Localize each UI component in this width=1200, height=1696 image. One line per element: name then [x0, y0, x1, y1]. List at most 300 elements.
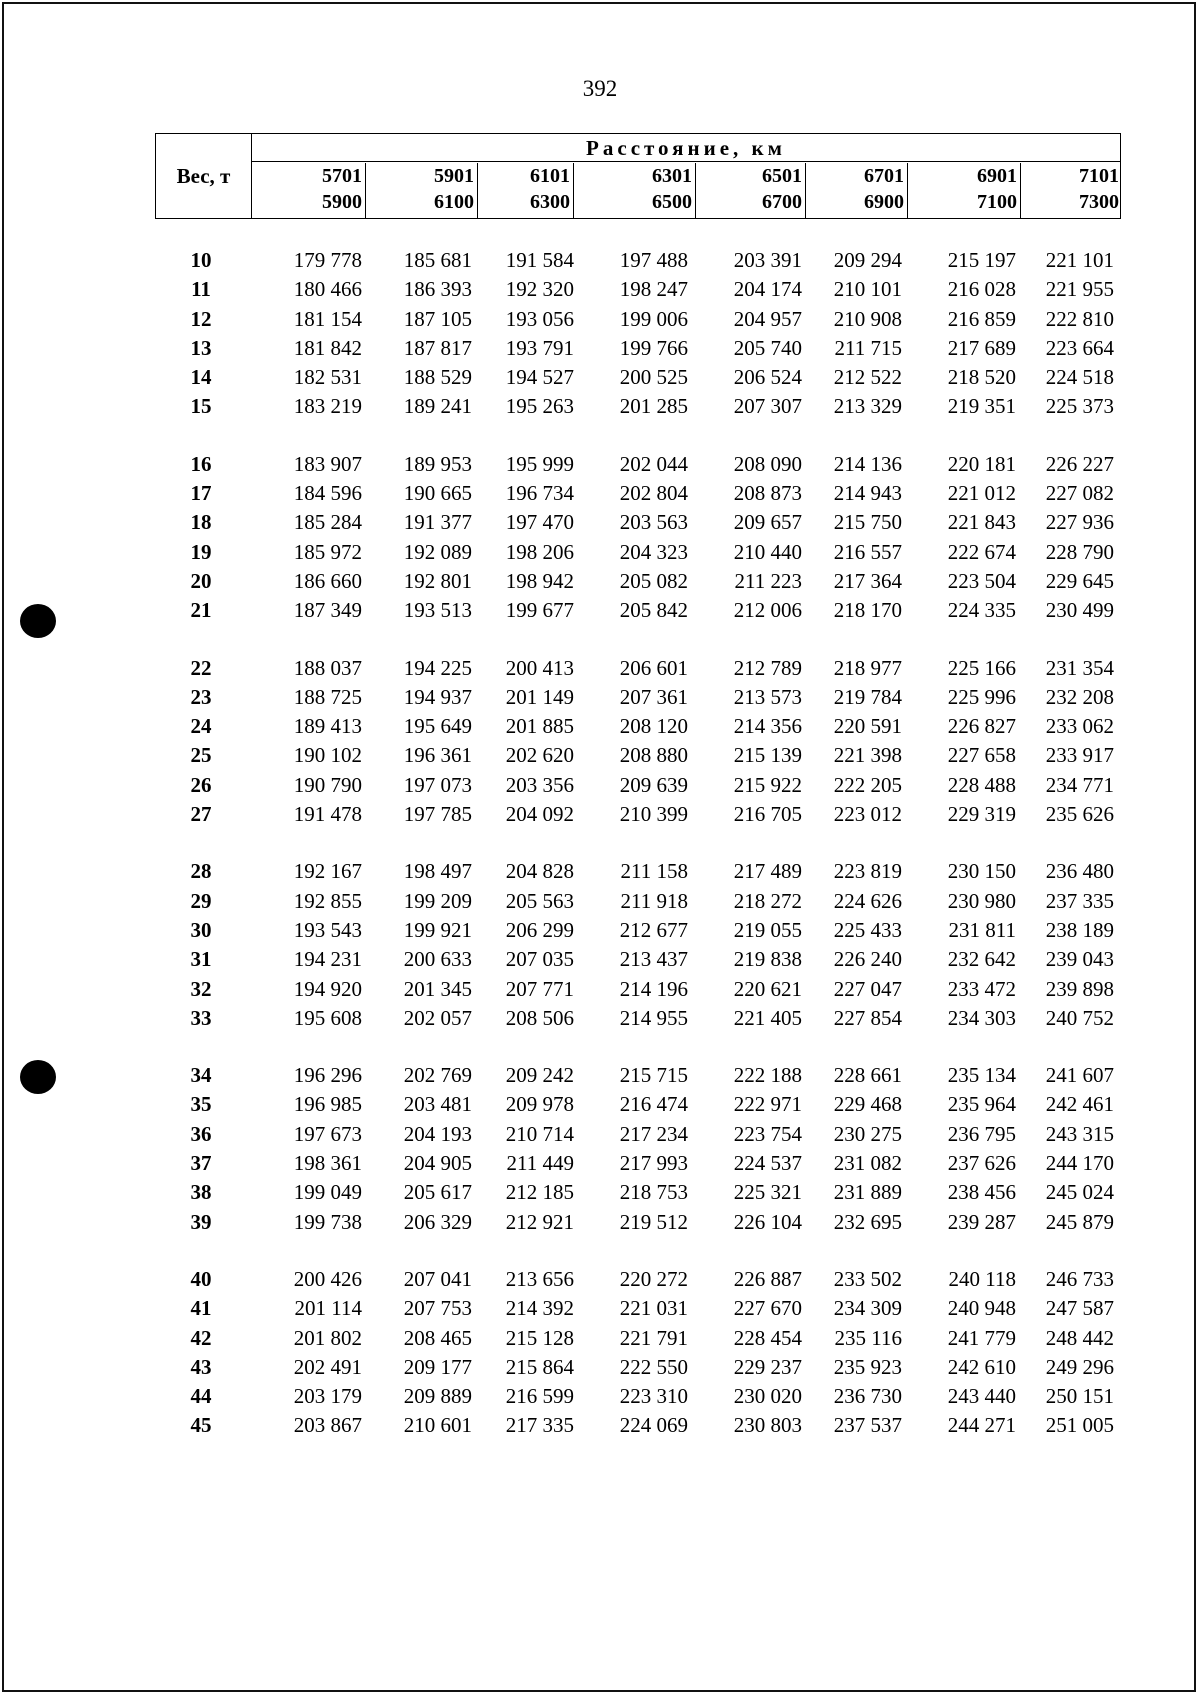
price-cell: 184 596: [293, 481, 362, 506]
price-cell: 207 361: [619, 684, 688, 709]
table-row: [0, 598, 1200, 627]
price-cell: 222 674: [947, 539, 1016, 564]
weight-cell: 19: [190, 539, 212, 564]
price-cell: 224 626: [833, 888, 902, 913]
price-cell: 203 356: [505, 772, 574, 797]
weight-cell: 31: [190, 947, 212, 972]
weight-cell: 34: [190, 1063, 212, 1088]
price-cell: 214 196: [619, 976, 688, 1001]
price-cell: 189 953: [403, 451, 472, 476]
price-cell: 219 784: [833, 684, 902, 709]
price-cell: 199 006: [619, 306, 688, 331]
price-cell: 197 673: [293, 1121, 362, 1146]
price-cell: 224 335: [947, 598, 1016, 623]
price-cell: 206 329: [403, 1209, 472, 1234]
price-cell: 180 466: [293, 277, 362, 302]
price-cell: 212 921: [505, 1209, 574, 1234]
price-cell: 225 373: [1045, 394, 1114, 419]
price-cell: 199 209: [403, 888, 472, 913]
table-row: [0, 889, 1200, 918]
price-cell: 193 056: [505, 306, 574, 331]
table-row: [0, 714, 1200, 743]
price-cell: 229 319: [947, 802, 1016, 827]
price-cell: 240 118: [948, 1266, 1016, 1291]
price-cell: 217 689: [947, 335, 1016, 360]
price-cell: 237 537: [833, 1413, 902, 1438]
weight-cell: 28: [190, 859, 212, 884]
price-cell: 200 426: [293, 1266, 362, 1291]
price-cell: 186 660: [293, 568, 362, 593]
range-from: 5701: [322, 165, 362, 187]
distance-range-header: [366, 163, 478, 218]
price-cell: 219 838: [733, 947, 802, 972]
range-from: 6501: [762, 165, 802, 187]
price-cell: 225 166: [947, 655, 1016, 680]
row-group: [0, 248, 1200, 424]
price-cell: 240 752: [1045, 1005, 1114, 1030]
row-group: [0, 1063, 1200, 1239]
price-cell: 216 859: [947, 306, 1016, 331]
price-cell: 235 116: [834, 1325, 902, 1350]
weight-cell: 35: [190, 1092, 212, 1117]
price-cell: 203 391: [733, 248, 802, 272]
price-cell: 217 489: [733, 859, 802, 884]
price-cell: 214 136: [833, 451, 902, 476]
price-cell: 207 753: [403, 1296, 472, 1321]
weight-cell: 11: [191, 277, 211, 302]
price-cell: 227 854: [833, 1005, 902, 1030]
price-cell: 199 049: [293, 1180, 362, 1205]
price-cell: 221 101: [1045, 248, 1114, 272]
price-cell: 182 531: [293, 365, 362, 390]
price-cell: 210 101: [833, 277, 902, 302]
price-cell: 195 263: [505, 394, 574, 419]
row-group: [0, 452, 1200, 628]
table-row: [0, 1210, 1200, 1239]
price-cell: 213 573: [733, 684, 802, 709]
weight-cell: 41: [190, 1296, 212, 1321]
price-cell: 230 020: [733, 1384, 802, 1409]
price-cell: 195 999: [505, 451, 574, 476]
price-cell: 217 234: [619, 1121, 688, 1146]
price-cell: 226 827: [947, 714, 1016, 739]
price-cell: 225 321: [733, 1180, 802, 1205]
price-cell: 211 158: [620, 859, 688, 884]
weight-cell: 43: [190, 1354, 212, 1379]
price-cell: 232 695: [833, 1209, 902, 1234]
price-cell: 232 642: [947, 947, 1016, 972]
price-cell: 217 364: [833, 568, 902, 593]
weight-cell: 36: [190, 1121, 212, 1146]
price-cell: 241 607: [1045, 1063, 1114, 1088]
price-cell: 187 817: [403, 335, 472, 360]
range-to: 6500: [652, 191, 692, 213]
price-cell: 221 012: [947, 481, 1016, 506]
table-row: [0, 452, 1200, 481]
price-cell: 218 170: [833, 598, 902, 623]
distance-range-header: [806, 163, 908, 218]
weight-cell: 42: [190, 1325, 212, 1350]
table-row: [0, 510, 1200, 539]
weight-cell: 40: [190, 1266, 212, 1291]
price-cell: 236 730: [833, 1384, 902, 1409]
price-cell: 201 285: [619, 394, 688, 419]
price-cell: 242 610: [947, 1354, 1016, 1379]
price-cell: 229 237: [733, 1354, 802, 1379]
table-row: [0, 802, 1200, 831]
price-cell: 196 361: [403, 743, 472, 768]
weight-cell: 22: [190, 655, 212, 680]
price-cell: 187 349: [293, 598, 362, 623]
price-cell: 248 442: [1045, 1325, 1114, 1350]
table-row: [0, 481, 1200, 510]
price-cell: 208 120: [619, 714, 688, 739]
price-cell: 193 513: [403, 598, 472, 623]
price-cell: 235 134: [947, 1063, 1016, 1088]
price-cell: 194 225: [403, 655, 472, 680]
table-row: [0, 1413, 1200, 1442]
price-cell: 243 315: [1045, 1121, 1114, 1146]
price-cell: 185 284: [293, 510, 362, 535]
price-cell: 230 150: [947, 859, 1016, 884]
weight-cell: 23: [190, 684, 212, 709]
price-cell: 192 089: [403, 539, 472, 564]
row-group: [0, 859, 1200, 1035]
price-cell: 196 296: [293, 1063, 362, 1088]
table-row: [0, 1006, 1200, 1035]
price-cell: 201 885: [505, 714, 574, 739]
price-cell: 199 766: [619, 335, 688, 360]
price-cell: 208 090: [733, 451, 802, 476]
weight-cell: 16: [190, 451, 212, 476]
table-body: [0, 248, 1200, 1471]
price-cell: 203 481: [403, 1092, 472, 1117]
price-cell: 238 456: [947, 1180, 1016, 1205]
price-cell: 216 028: [947, 277, 1016, 302]
price-cell: 192 320: [505, 277, 574, 302]
price-cell: 179 778: [293, 248, 362, 272]
price-cell: 207 307: [733, 394, 802, 419]
price-cell: 195 608: [293, 1005, 362, 1030]
table-row: [0, 540, 1200, 569]
weight-cell: 26: [190, 772, 212, 797]
price-cell: 205 842: [619, 598, 688, 623]
price-cell: 200 633: [403, 947, 472, 972]
price-cell: 210 399: [619, 802, 688, 827]
price-cell: 246 733: [1045, 1266, 1114, 1291]
weight-cell: 45: [190, 1413, 212, 1438]
price-cell: 228 454: [733, 1325, 802, 1350]
price-cell: 198 361: [293, 1151, 362, 1176]
price-cell: 203 867: [293, 1413, 362, 1438]
weight-cell: 20: [190, 568, 212, 593]
price-cell: 204 905: [403, 1151, 472, 1176]
price-cell: 227 658: [947, 743, 1016, 768]
price-cell: 223 664: [1045, 335, 1114, 360]
range-to: 7100: [977, 191, 1017, 213]
price-cell: 228 488: [947, 772, 1016, 797]
row-group: [0, 1267, 1200, 1443]
price-cell: 242 461: [1045, 1092, 1114, 1117]
price-cell: 193 791: [505, 335, 574, 360]
price-cell: 219 512: [619, 1209, 688, 1234]
price-cell: 233 917: [1045, 743, 1114, 768]
price-cell: 245 879: [1045, 1209, 1114, 1234]
weight-cell: 44: [190, 1384, 212, 1409]
price-cell: 195 649: [403, 714, 472, 739]
price-cell: 243 440: [947, 1384, 1016, 1409]
price-cell: 201 802: [293, 1325, 362, 1350]
price-cell: 204 957: [733, 306, 802, 331]
price-cell: 235 964: [947, 1092, 1016, 1117]
price-cell: 203 179: [293, 1384, 362, 1409]
price-cell: 222 205: [833, 772, 902, 797]
price-cell: 197 073: [403, 772, 472, 797]
price-cell: 216 474: [619, 1092, 688, 1117]
price-cell: 207 041: [403, 1266, 472, 1291]
price-cell: 216 557: [833, 539, 902, 564]
price-cell: 223 310: [619, 1384, 688, 1409]
price-cell: 232 208: [1045, 684, 1114, 709]
price-cell: 249 296: [1045, 1354, 1114, 1379]
price-cell: 251 005: [1045, 1413, 1114, 1438]
distance-range-header: [696, 163, 806, 218]
price-cell: 221 398: [833, 743, 902, 768]
price-cell: 234 309: [833, 1296, 902, 1321]
price-cell: 204 828: [505, 859, 574, 884]
price-cell: 221 955: [1045, 277, 1114, 302]
price-cell: 186 393: [403, 277, 472, 302]
weight-cell: 10: [190, 248, 212, 272]
price-cell: 215 864: [505, 1354, 574, 1379]
price-cell: 194 231: [293, 947, 362, 972]
price-cell: 209 294: [833, 248, 902, 272]
price-cell: 208 465: [403, 1325, 472, 1350]
price-cell: 181 154: [293, 306, 362, 331]
price-cell: 233 472: [947, 976, 1016, 1001]
table-row: [0, 394, 1200, 423]
price-cell: 220 621: [733, 976, 802, 1001]
price-cell: 237 626: [947, 1151, 1016, 1176]
price-cell: 205 617: [403, 1180, 472, 1205]
price-cell: 244 170: [1045, 1151, 1114, 1176]
weight-cell: 18: [190, 510, 212, 535]
range-to: 7300: [1079, 191, 1119, 213]
price-cell: 223 504: [947, 568, 1016, 593]
weight-cell: 17: [190, 481, 212, 506]
table-row: [0, 947, 1200, 976]
table-row: [0, 685, 1200, 714]
price-cell: 208 873: [733, 481, 802, 506]
price-cell: 198 247: [619, 277, 688, 302]
price-cell: 229 468: [833, 1092, 902, 1117]
price-cell: 231 082: [833, 1151, 902, 1176]
price-cell: 201 345: [403, 976, 472, 1001]
weight-cell: 37: [190, 1151, 212, 1176]
range-from: 7101: [1079, 165, 1119, 187]
price-cell: 199 921: [403, 917, 472, 942]
table-row: [0, 1180, 1200, 1209]
price-cell: 194 920: [293, 976, 362, 1001]
price-cell: 225 996: [947, 684, 1016, 709]
table-row: [0, 1326, 1200, 1355]
price-cell: 199 738: [293, 1209, 362, 1234]
price-cell: 204 193: [403, 1121, 472, 1146]
price-cell: 197 470: [505, 510, 574, 535]
range-from: 5901: [434, 165, 474, 187]
price-cell: 181 842: [293, 335, 362, 360]
price-cell: 198 942: [505, 568, 574, 593]
price-cell: 202 769: [403, 1063, 472, 1088]
price-cell: 240 948: [947, 1296, 1016, 1321]
price-cell: 185 972: [293, 539, 362, 564]
price-cell: 244 271: [947, 1413, 1016, 1438]
price-cell: 198 497: [403, 859, 472, 884]
price-cell: 227 082: [1045, 481, 1114, 506]
price-cell: 206 524: [733, 365, 802, 390]
price-cell: 221 791: [619, 1325, 688, 1350]
price-cell: 213 656: [505, 1266, 574, 1291]
price-cell: 202 491: [293, 1354, 362, 1379]
price-cell: 196 985: [293, 1092, 362, 1117]
distance-range-header: [574, 163, 696, 218]
price-cell: 238 189: [1045, 917, 1114, 942]
price-cell: 215 139: [733, 743, 802, 768]
price-cell: 217 335: [505, 1413, 574, 1438]
price-cell: 222 550: [619, 1354, 688, 1379]
price-cell: 224 518: [1045, 365, 1114, 390]
range-from: 6701: [864, 165, 904, 187]
price-cell: 208 880: [619, 743, 688, 768]
price-cell: 235 923: [833, 1354, 902, 1379]
table-row: [0, 859, 1200, 888]
price-cell: 239 898: [1045, 976, 1114, 1001]
price-cell: 209 657: [733, 510, 802, 535]
price-cell: 230 499: [1045, 598, 1114, 623]
price-cell: 183 907: [293, 451, 362, 476]
weight-cell: 25: [190, 743, 212, 768]
range-to: 6100: [434, 191, 474, 213]
price-cell: 215 750: [833, 510, 902, 535]
price-cell: 218 272: [733, 888, 802, 913]
price-cell: 185 681: [403, 248, 472, 272]
price-cell: 215 922: [733, 772, 802, 797]
price-cell: 191 584: [505, 248, 574, 272]
table-row: [0, 977, 1200, 1006]
table-row: [0, 1122, 1200, 1151]
price-cell: 202 804: [619, 481, 688, 506]
price-cell: 216 705: [733, 802, 802, 827]
price-cell: 220 591: [833, 714, 902, 739]
range-from: 6101: [530, 165, 570, 187]
price-cell: 219 055: [733, 917, 802, 942]
price-cell: 222 188: [733, 1063, 802, 1088]
price-cell: 212 789: [733, 655, 802, 680]
price-cell: 204 092: [505, 802, 574, 827]
weight-cell: 21: [190, 598, 212, 623]
price-cell: 218 520: [947, 365, 1016, 390]
price-cell: 194 937: [403, 684, 472, 709]
price-cell: 230 275: [833, 1121, 902, 1146]
price-cell: 226 887: [733, 1266, 802, 1291]
price-cell: 214 943: [833, 481, 902, 506]
price-cell: 191 377: [403, 510, 472, 535]
price-cell: 231 354: [1045, 655, 1114, 680]
table-row: [0, 1384, 1200, 1413]
range-from: 6301: [652, 165, 692, 187]
weight-cell: 27: [190, 802, 212, 827]
price-cell: 237 335: [1045, 888, 1114, 913]
price-cell: 205 082: [619, 568, 688, 593]
price-cell: 189 413: [293, 714, 362, 739]
price-cell: 214 392: [505, 1296, 574, 1321]
table-row: [0, 1063, 1200, 1092]
table-row: [0, 773, 1200, 802]
price-cell: 227 047: [833, 976, 902, 1001]
price-cell: 231 811: [948, 917, 1016, 942]
price-cell: 223 819: [833, 859, 902, 884]
weight-cell: 12: [190, 306, 212, 331]
price-cell: 226 104: [733, 1209, 802, 1234]
price-cell: 192 855: [293, 888, 362, 913]
weight-cell: 14: [190, 365, 212, 390]
page-number: 392: [582, 76, 618, 101]
price-cell: 199 677: [505, 598, 574, 623]
price-cell: 183 219: [293, 394, 362, 419]
price-cell: 219 351: [947, 394, 1016, 419]
price-cell: 202 044: [619, 451, 688, 476]
range-to: 6700: [762, 191, 802, 213]
range-to: 6300: [530, 191, 570, 213]
price-cell: 223 754: [733, 1121, 802, 1146]
price-cell: 230 803: [733, 1413, 802, 1438]
price-cell: 191 478: [293, 802, 362, 827]
weight-cell: 29: [190, 888, 212, 913]
price-cell: 216 599: [505, 1384, 574, 1409]
table-row: [0, 277, 1200, 306]
price-cell: 205 563: [505, 888, 574, 913]
price-cell: 215 197: [947, 248, 1016, 272]
price-cell: 224 537: [733, 1151, 802, 1176]
range-to: 5900: [322, 191, 362, 213]
distance-range-header: [1021, 163, 1122, 218]
price-cell: 188 037: [293, 655, 362, 680]
price-cell: 209 978: [505, 1092, 574, 1117]
price-cell: 236 795: [947, 1121, 1016, 1146]
price-cell: 190 102: [293, 743, 362, 768]
price-cell: 221 843: [947, 510, 1016, 535]
price-cell: 213 329: [833, 394, 902, 419]
price-cell: 192 801: [403, 568, 472, 593]
price-cell: 226 240: [833, 947, 902, 972]
price-cell: 204 323: [619, 539, 688, 564]
price-cell: 209 889: [403, 1384, 472, 1409]
distance-header: Расстояние, км: [252, 134, 1120, 162]
price-cell: 236 480: [1045, 859, 1114, 884]
weight-cell: 38: [190, 1180, 212, 1205]
table-row: [0, 656, 1200, 685]
price-cell: 226 227: [1045, 451, 1114, 476]
price-cell: 231 889: [833, 1180, 902, 1205]
weight-cell: 13: [190, 335, 212, 360]
price-cell: 247 587: [1045, 1296, 1114, 1321]
weight-cell: 39: [190, 1209, 212, 1234]
price-cell: 201 114: [294, 1296, 362, 1321]
price-cell: 215 128: [505, 1325, 574, 1350]
weight-cell: 15: [190, 394, 212, 419]
price-cell: 202 057: [403, 1005, 472, 1030]
range-to: 6900: [864, 191, 904, 213]
